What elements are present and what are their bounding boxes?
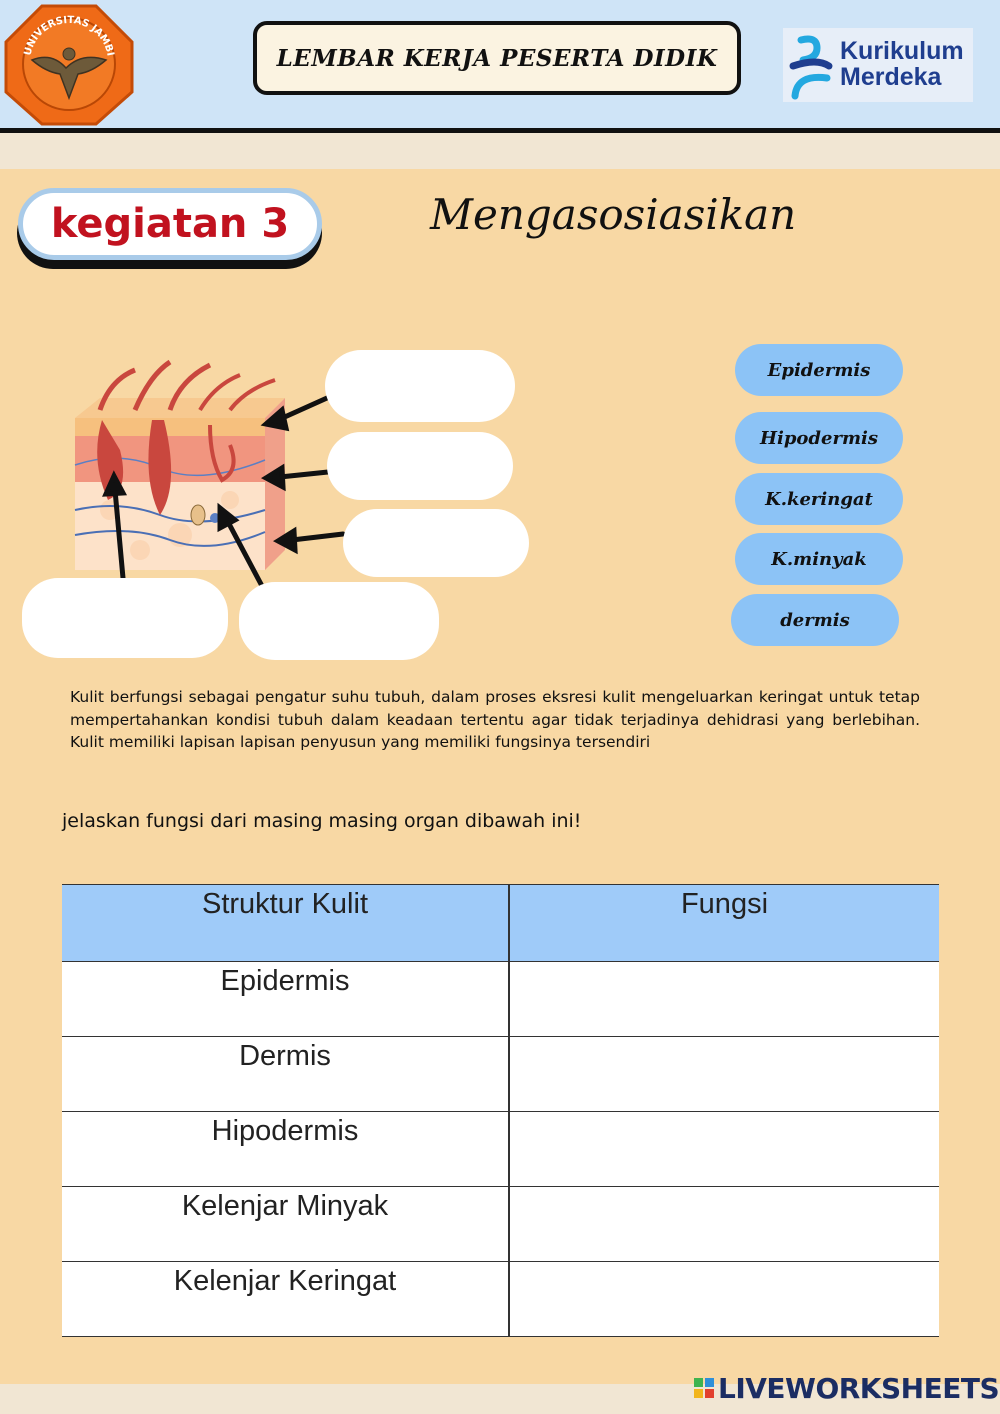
table-row — [62, 962, 939, 1037]
structure-cell: Kelenjar Minyak — [62, 1187, 509, 1262]
word-kelenjar-minyak[interactable]: K.minyak — [735, 533, 903, 585]
table-row — [62, 1187, 939, 1262]
diagram-answer-box-5[interactable] — [239, 582, 439, 660]
diagram-answer-box-3[interactable] — [343, 509, 529, 577]
university-logo — [2, 2, 136, 128]
table-header-row — [62, 885, 939, 962]
structure-cell: Hipodermis — [62, 1112, 509, 1187]
activity-badge: kegiatan 3 — [18, 188, 322, 260]
structure-cell: Dermis — [62, 1037, 509, 1112]
function-answer-cell[interactable] — [509, 1112, 939, 1187]
function-answer-cell[interactable] — [509, 962, 939, 1037]
function-answer-cell[interactable] — [509, 1262, 939, 1337]
structure-cell: Kelenjar Keringat — [62, 1262, 509, 1337]
km-line-1: Kurikulum — [840, 37, 964, 65]
kurikulum-merdeka-icon — [787, 34, 837, 100]
structure-cell: Epidermis — [62, 962, 509, 1037]
table-row — [62, 1037, 939, 1112]
kurikulum-merdeka-text — [840, 38, 964, 90]
word-hipodermis[interactable]: Hipodermis — [735, 412, 903, 464]
diagram-answer-box-2[interactable] — [327, 432, 513, 500]
liveworksheets-brand: LIVEWORKSHEETS — [718, 1372, 1000, 1405]
function-answer-cell[interactable] — [509, 1187, 939, 1262]
km-line-2: Merdeka — [840, 63, 942, 91]
word-kelenjar-keringat[interactable]: K.keringat — [735, 473, 903, 525]
liveworksheets-icon — [694, 1378, 714, 1398]
table-row — [62, 1112, 939, 1187]
page-title: LEMBAR KERJA PESERTA DIDIK — [253, 21, 741, 95]
question-prompt: jelaskan fungsi dari masing masing organ dibawah ini! — [62, 810, 582, 832]
intro-paragraph: Kulit berfungsi sebagai pengatur suhu tubuh, dalam proses eksresi kulit mengeluarkan keringat untuk tetap mempertahankan kondisi tubuh dalam keadaan tertentu agar tidak terjadinya dehidrasi yang berlebihan. Kulit memiliki lapisan lapisan penyusun yang memiliki fungsinya tersendiri — [70, 688, 920, 751]
word-epidermis[interactable]: Epidermis — [735, 344, 903, 396]
function-answer-cell[interactable] — [509, 1037, 939, 1112]
header-struktur-kulit: Struktur Kulit — [62, 885, 509, 962]
university-logo-text: UNIVERSITAS JAMBI — [22, 14, 116, 58]
diagram-answer-box-1[interactable] — [325, 350, 515, 422]
table-row — [62, 1262, 939, 1337]
header-fungsi: Fungsi — [509, 885, 939, 962]
activity-subtitle: Mengasosiasikan — [430, 190, 797, 239]
header-divider-strip — [0, 133, 1000, 169]
diagram-answer-box-4[interactable] — [22, 578, 228, 658]
skin-function-table — [62, 884, 939, 1337]
word-dermis[interactable]: dermis — [731, 594, 899, 646]
